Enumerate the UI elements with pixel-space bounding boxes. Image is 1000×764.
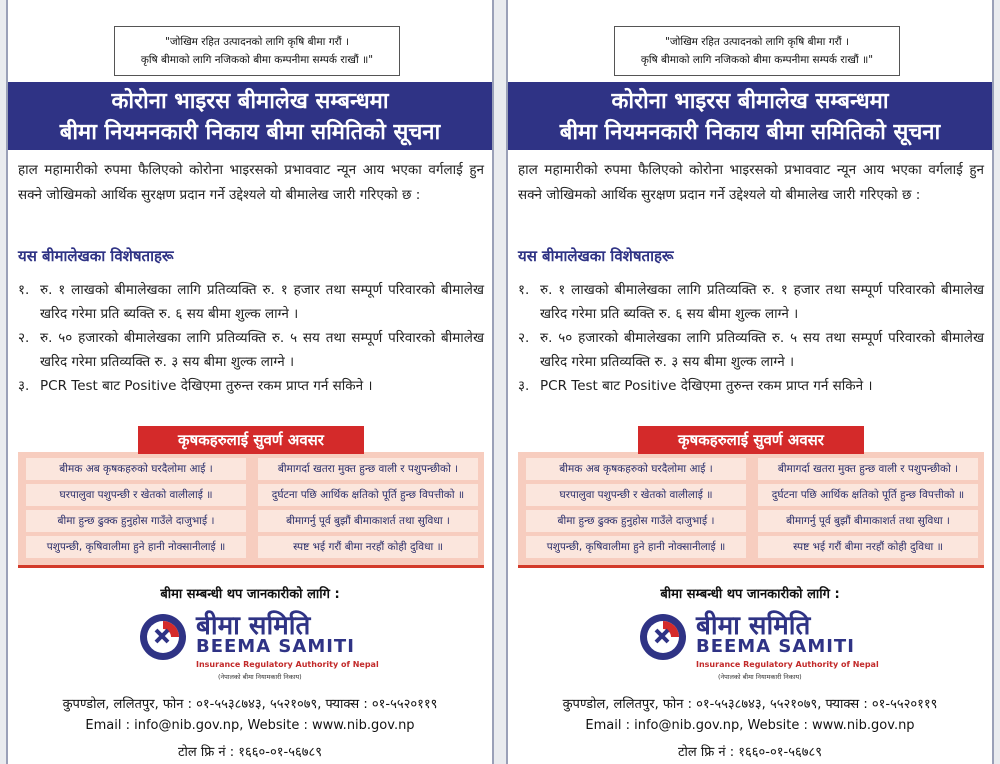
farmer-banner: कृषकहरुलाई सुवर्ण अवसर <box>638 426 864 454</box>
poem-line: बीमा हुन्छ ढुक्क हुनुहोस गाउँले दाजुभाई । <box>526 510 746 532</box>
feature-number: १. <box>18 282 30 298</box>
poem-line: पशुपन्छी, कृषिवालीमा हुने हानी नोक्सानीलाई ॥ <box>26 536 246 558</box>
slogan-line: कृषि बीमाको लागि नजिकको बीमा कम्पनीमा सम्पर्क राखौं ॥" <box>140 54 374 66</box>
contact-toll-free: टोल फ्रि नं : १६६०-०१-५६७८९ <box>678 745 822 760</box>
logo-name-english: BEEMA SAMITI <box>196 636 355 657</box>
feature-text: रु. १ लाखको बीमालेखका लागि प्रतिव्यक्ति रु. १ हजार तथा सम्पूर्ण परिवारको बीमालेख खरिद गरेमा प्रति ब्यक्ति रु. ६ सय बीमा शुल्क लाग्ने । <box>40 282 484 322</box>
feature-item <box>518 374 984 398</box>
poem-line: घरपालुवा पशुपन्छी र खेतको वालीलाई ॥ <box>26 484 246 506</box>
feature-item <box>18 326 484 374</box>
poem-line: बीमागर्दा खतरा मुक्त हुन्छ वाली र पशुपन्छीको । <box>758 458 978 480</box>
contact-email-website: Email : info@nib.gov.np, Website : www.nib.gov.np <box>585 718 915 733</box>
poem-line: बीमक अब कृषकहरुको घरदैलोमा आई । <box>526 458 746 480</box>
logo-emblem-icon <box>138 612 188 662</box>
poem-line: पशुपन्छी, कृषिवालीमा हुने हानी नोक्सानीलाई ॥ <box>526 536 746 558</box>
slogan-line: "जोखिम रहित उत्पादनको लागि कृषि बीमा गरौं । <box>165 36 349 48</box>
logo-name-nepali: बीमा समिति <box>196 611 311 641</box>
poem-column-right <box>258 458 478 562</box>
more-info-heading: बीमा सम्बन्धी थप जानकारीको लागि : <box>160 587 340 602</box>
feature-list <box>518 278 984 398</box>
poem-column-left <box>26 458 246 562</box>
poem-line: दुर्घटना पछि आर्थिक क्षतिको पूर्ति हुन्छ विपत्तीको ॥ <box>258 484 478 506</box>
poem-line: दुर्घटना पछि आर्थिक क्षतिको पूर्ति हुन्छ विपत्तीको ॥ <box>758 484 978 506</box>
poem-box <box>518 452 984 568</box>
notice-title <box>508 82 992 150</box>
poem-line: बीमा हुन्छ ढुक्क हुनुहोस गाउँले दाजुभाई । <box>26 510 246 532</box>
notice-panel-right <box>506 0 994 764</box>
title-line: कोरोना भाइरस बीमालेख सम्बन्धमा <box>111 89 389 114</box>
notice-title <box>8 82 492 150</box>
feature-item <box>18 278 484 326</box>
farmer-banner: कृषकहरुलाई सुवर्ण अवसर <box>138 426 364 454</box>
title-line: बीमा नियमनकारी निकाय बीमा समितिको सूचना <box>59 120 441 145</box>
feature-text: रु. ५० हजारको बीमालेखका लागि प्रतिव्यक्ति रु. ५ सय तथा सम्पूर्ण परिवारको बीमालेख खरिद गरेमा प्रतिव्यक्ति रु. ३ सय बीमा शुल्क लाग्ने । <box>540 330 984 370</box>
logo-subtitle: Insurance Regulatory Authority of Nepal <box>196 660 379 669</box>
title-line: बीमा नियमनकारी निकाय बीमा समितिको सूचना <box>559 120 941 145</box>
feature-item <box>18 374 484 398</box>
slogan-line: कृषि बीमाको लागि नजिकको बीमा कम्पनीमा सम्पर्क राखौं ॥" <box>640 54 874 66</box>
feature-item <box>518 326 984 374</box>
poem-line: स्पष्ट भई गरौं बीमा नरहौं कोही दुविधा ॥ <box>758 536 978 558</box>
feature-text: रु. ५० हजारको बीमालेखका लागि प्रतिव्यक्ति रु. ५ सय तथा सम्पूर्ण परिवारको बीमालेख खरिद गरेमा प्रतिव्यक्ति रु. ३ सय बीमा शुल्क लाग्ने । <box>40 330 484 370</box>
logo-subtitle: Insurance Regulatory Authority of Nepal <box>696 660 879 669</box>
feature-text: PCR Test बाट Positive देखिएमा तुरुन्त रकम प्राप्त गर्न सकिने । <box>540 378 873 394</box>
logo-emblem-icon <box>638 612 688 662</box>
beema-samiti-logo <box>638 606 879 688</box>
more-info-heading: बीमा सम्बन्धी थप जानकारीको लागि : <box>660 587 840 602</box>
poem-line: बीमागर्नु पूर्व बुझौं बीमाकाशर्त तथा सुविधा । <box>258 510 478 532</box>
poem-column-right <box>758 458 978 562</box>
contact-toll-free: टोल फ्रि नं : १६६०-०१-५६७८९ <box>178 745 322 760</box>
poem-line: बीमागर्दा खतरा मुक्त हुन्छ वाली र पशुपन्छीको । <box>258 458 478 480</box>
slogan-line: "जोखिम रहित उत्पादनको लागि कृषि बीमा गरौं । <box>665 36 849 48</box>
feature-number: २. <box>18 330 30 346</box>
logo-name-nepali: बीमा समिति <box>696 611 811 641</box>
poem-line: स्पष्ट भई गरौं बीमा नरहौं कोही दुविधा ॥ <box>258 536 478 558</box>
notice-panel-left <box>6 0 494 764</box>
slogan-box <box>114 26 400 76</box>
poem-box <box>18 452 484 568</box>
slogan-box <box>614 26 900 76</box>
feature-number: ३. <box>518 378 530 394</box>
feature-text: PCR Test बाट Positive देखिएमा तुरुन्त रकम प्राप्त गर्न सकिने । <box>40 378 373 394</box>
poem-line: बीमक अब कृषकहरुको घरदैलोमा आई । <box>26 458 246 480</box>
features-heading: यस बीमालेखका विशेषताहरू <box>518 247 674 265</box>
contact-address: कुपण्डोल, ललितपुर, फोन : ०१-५५३८७४३, ५५२१०७९, फ्याक्स : ०१-५५२०११९ <box>62 697 438 712</box>
contact-email-website: Email : info@nib.gov.np, Website : www.nib.gov.np <box>85 718 415 733</box>
feature-number: २. <box>518 330 530 346</box>
logo-subtitle-nepali: (नेपालको बीमा नियामकारी निकाय) <box>718 673 802 681</box>
feature-list <box>18 278 484 398</box>
beema-samiti-logo <box>138 606 379 688</box>
logo-subtitle-nepali: (नेपालको बीमा नियामकारी निकाय) <box>218 673 302 681</box>
logo-name-english: BEEMA SAMITI <box>696 636 855 657</box>
title-line: कोरोना भाइरस बीमालेख सम्बन्धमा <box>611 89 889 114</box>
poem-line: घरपालुवा पशुपन्छी र खेतको वालीलाई ॥ <box>526 484 746 506</box>
feature-item <box>518 278 984 326</box>
feature-text: रु. १ लाखको बीमालेखका लागि प्रतिव्यक्ति रु. १ हजार तथा सम्पूर्ण परिवारको बीमालेख खरिद गरेमा प्रति ब्यक्ति रु. ६ सय बीमा शुल्क लाग्ने । <box>540 282 984 322</box>
features-heading: यस बीमालेखका विशेषताहरू <box>18 247 174 265</box>
intro-paragraph: हाल महामारीको रुपमा फैलिएको कोरोना भाइरसको प्रभाववाट न्यून आय भएका वर्गलाई हुन सक्ने जोखिमको आर्थिक सुरक्षण प्रदान गर्ने उद्देश्यले यो बीमालेख जारी गरिएको छ : <box>518 162 984 203</box>
feature-number: ३. <box>18 378 30 394</box>
poem-line: बीमागर्नु पूर्व बुझौं बीमाकाशर्त तथा सुविधा । <box>758 510 978 532</box>
poem-column-left <box>526 458 746 562</box>
intro-paragraph: हाल महामारीको रुपमा फैलिएको कोरोना भाइरसको प्रभाववाट न्यून आय भएका वर्गलाई हुन सक्ने जोखिमको आर्थिक सुरक्षण प्रदान गर्ने उद्देश्यले यो बीमालेख जारी गरिएको छ : <box>18 162 484 203</box>
feature-number: १. <box>518 282 530 298</box>
contact-address: कुपण्डोल, ललितपुर, फोन : ०१-५५३८७४३, ५५२१०७९, फ्याक्स : ०१-५५२०११९ <box>562 697 938 712</box>
